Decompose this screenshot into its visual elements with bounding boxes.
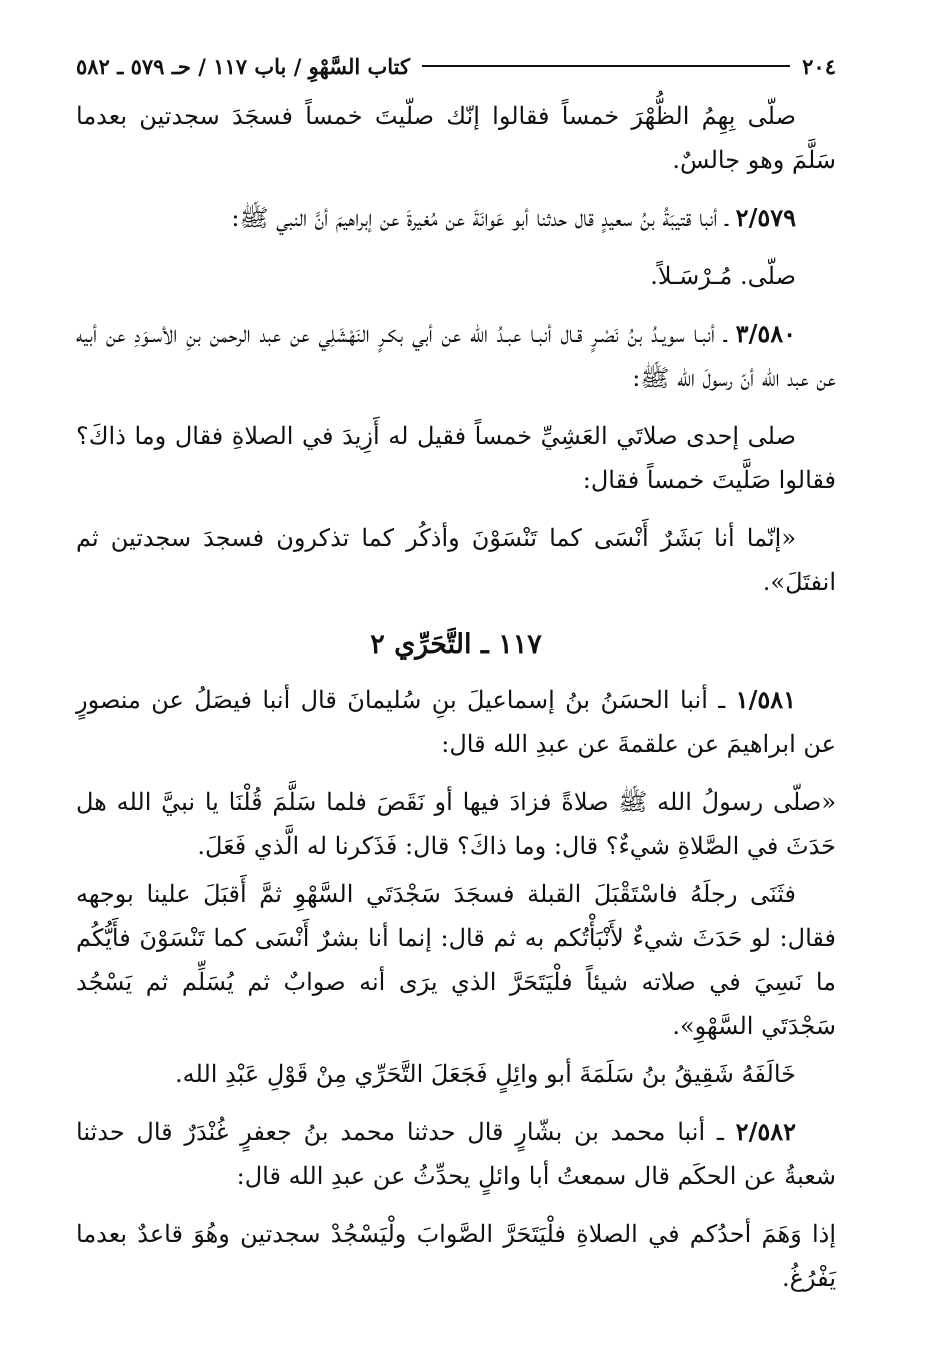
chapter-title: ١١٧ ـ التَّحَرِّي ٢ [370,629,542,660]
hadith-580-matn [76,414,836,502]
page [76,52,836,1314]
note-text: خَالَفَهُ شَقِيقُ بنُ سَلَمَةَ أبو وائِلٍ فَجَعَلَ التَّحَرِّي مِنْ قَوْلِ عَبْدِ الله. [175,1060,796,1088]
hadith-579-matn [76,254,836,298]
hadith-582-matn [76,1212,836,1300]
hadith-580-quote [76,516,836,604]
isnad-text: ـ أنبا الحسَنُ بنُ إسماعيلَ بنِ سُليمانَ قال أنبا فيصَلُ عن منصورٍ عن ابراهيمَ عن علقمةَ عن عبدِ الله قال: [76,686,836,758]
hadith-580-isnad [76,312,836,400]
hadith-581-matn-continued [76,872,836,1048]
hadith-579-isnad [76,196,836,240]
matn-text: «صلّى رسولُ الله ﷺ صلاةً فزادَ فيها أو نَقَصَ فلما سَلَّمَ قُلْنَا يا نبيَّ الله هل حَدَثَ في الصَّلاةِ شيءٌ؟ قال: وما ذاكَ؟ قال: فَذَكرنا له الَّذي فَعَلَ. [76,788,836,860]
isnad-text: ـ أنبا محمد بن بشّارٍ قال حدثنا محمد بنُ جعفرٍ غُنْدَرٌ قال حدثنا شعبةُ عن الحكَم قال سمعتُ أبا وائلٍ يحدِّثُ عن عبدِ الله قال: [76,1118,836,1190]
paragraph-text: صلّى بِهِمُ الظُّهْرَ خمساً فقالوا إنّك صلّيتَ خمساً فسجَدَ سجدتين بعدما سَلَّمَ وهو جالسٌ. [76,102,836,174]
paragraph-continuation [76,94,836,182]
hadith-number: ٢/٥٨٢ [735,1117,796,1146]
matn-text: صلّى. مُـرْسَـلاً. [650,262,796,290]
isnad-text: ـ أنبـا سويـدُ بنُ نَصْـرٍ قـال أنبـا عبـدُ الله عن أبي بكـرٍ النَهْشَلِي عن عبد الرحمن بنِ الأسـوَدِ عن أبيه عن عبد الله أنّ رسولَ الله ﷺ: [76,320,836,392]
header-rule [422,65,790,67]
running-head [76,52,836,82]
matn-text: «إنّما أنا بَشَرٌ أَنْسَى كما تَنْسَوْنَ وأذكُر كما تذكرون فسجدَ سجدتين ثم انفتَلَ». [76,524,836,596]
hadith-number: ٢/٥٧٩ [735,203,796,232]
isnad-text: ـ أنبا قتيبَةُ بنُ سعيدٍ قال حدثنا أبو عَوانَةَ عن مُغيرةَ عن إبراهيمَ أنَّ النبي ﷺ: [231,204,729,232]
page-number: ٢٠٤ [802,54,836,79]
hadith-581-matn [76,780,836,868]
hadith-number: ١/٥٨١ [735,685,796,714]
hadith-581-note [76,1052,836,1096]
matn-text: إذا وَهَمَ أحدُكم في الصلاةِ فلْيَتَحَرَّ الصَّوابَ ولْيَسْجُدْ سجدتين وهُوَ قاعدٌ بعدما يَفْرُغُ. [76,1220,836,1292]
matn-text: صلى إحدى صلاتَي العَشِيِّ خمساً فقيل له أَزِيدَ في الصلاةِ فقال وما ذاكَ؟ فقالوا صَلَّيتَ خمساً فقال: [76,422,836,494]
running-title: كتاب السَّهْوِ / باب ١١٧ / حـ ٥٧٩ ـ ٥٨٢ [76,54,410,79]
matn-text: فثَنَى رجلَهُ فاسْتَقْبَلَ القبلة فسجَدَ سَجْدَتَي السَّهْوِ ثمَّ أَقبَلَ علينا بوجهه فقال: لو حَدَثَ شيءٌ لأَنْبَأْتُكم به ثم قال: إنما أنا بشرٌ أَنْسَى كما تَنْسَوْنَ فأَيُّكُم ما نَسِيَ في صلاته شيئاً فلْيَتَحَرَّ الذي يرَى أنه صوابٌ ثم يُسَلِّم ثم يَسْجُد سَجْدَتَي السَّهْوِ». [76,880,836,1040]
hadith-582-isnad [76,1110,836,1198]
hadith-581-isnad [76,678,836,766]
hadith-number: ٣/٥٨٠ [735,319,796,348]
